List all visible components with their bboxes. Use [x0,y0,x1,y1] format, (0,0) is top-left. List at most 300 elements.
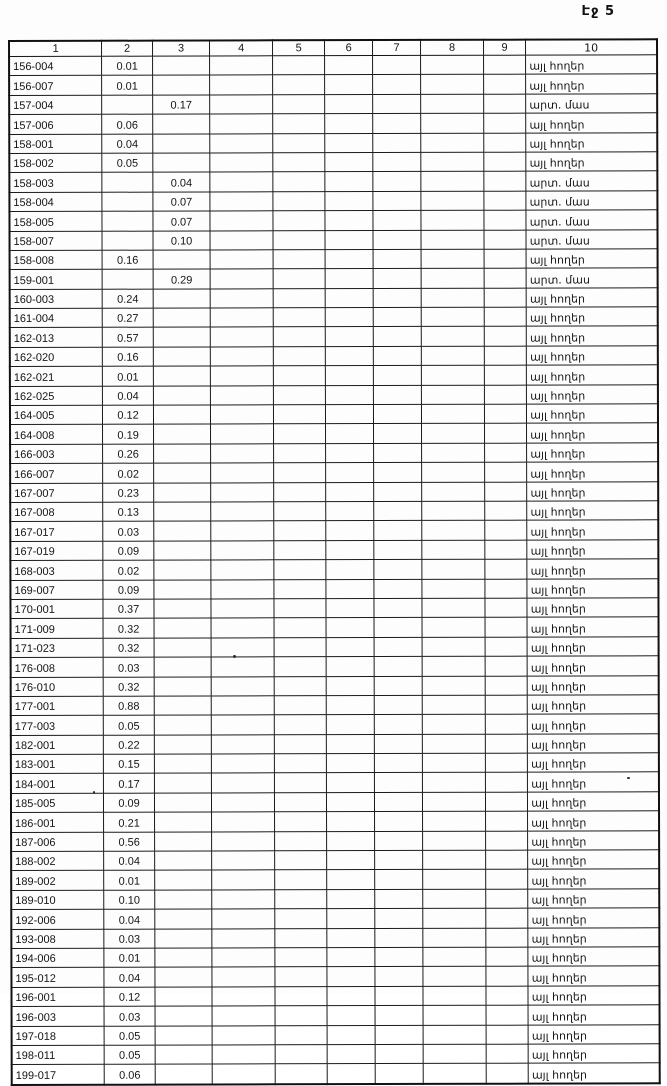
land-type-label: այլ հողեր [527,695,658,715]
parcel-code: 158-007 [10,231,103,251]
land-type-label: այլ հողեր [527,598,658,618]
value-cell [373,172,421,192]
land-type-label: արտ. մաս [526,229,657,249]
land-type-label: այլ հողեր [527,578,658,598]
value-cell [325,211,372,231]
value-cell [327,851,374,871]
value-cell [210,75,273,95]
value-cell [275,851,328,871]
parcel-code: 183-001 [11,754,104,774]
land-type-label: այլ հողեր [528,811,659,831]
value-cell [422,521,485,541]
value-cell [374,598,422,618]
value-cell [211,657,274,677]
scan-speck [627,777,630,779]
value-cell: 0.19 [103,425,154,445]
table-row [10,268,658,289]
value-cell [423,870,486,890]
table-row [10,443,658,464]
value-cell [274,599,327,619]
value-cell [274,696,327,716]
value-cell [213,1064,276,1084]
value-cell [273,443,326,463]
table-row [10,287,658,308]
value-cell [211,424,274,444]
value-cell [327,812,374,832]
value-cell [211,560,274,580]
value-cell [153,463,211,483]
value-cell [212,773,275,793]
value-cell [372,55,420,75]
value-cell [212,793,275,813]
value-cell [422,676,485,696]
value-cell: 0.04 [102,134,153,154]
value-cell [152,56,210,76]
value-cell: 0.16 [103,347,154,367]
table-row [9,152,657,173]
value-cell [325,172,372,192]
table-row [10,249,658,270]
value-cell [327,754,374,774]
value-cell [375,1064,423,1084]
parcel-code: 167-008 [10,502,103,522]
parcel-code: 158-003 [9,173,102,193]
table-row [10,540,658,561]
parcel-code: 169-007 [10,580,103,600]
land-type-label: այլ հողեր [527,365,658,385]
value-cell [275,967,328,987]
value-cell: 0.05 [104,715,155,735]
value-cell [273,288,326,308]
value-cell [102,269,153,289]
table-row [12,1063,660,1085]
value-cell [374,501,422,521]
parcel-code: 194-006 [11,948,104,968]
value-cell: 0.05 [104,1045,155,1065]
table-row [10,229,658,250]
value-cell [154,560,212,580]
value-cell [211,327,274,347]
value-cell [326,463,373,483]
land-type-label: այլ հողեր [527,481,658,501]
value-cell: 0.56 [104,832,155,852]
value-cell [484,230,526,250]
land-type-label: այլ հողեր [528,1005,659,1025]
value-cell [374,657,422,677]
value-cell [326,269,373,289]
value-cell [325,249,372,269]
land-type-label: այլ հողեր [526,74,657,94]
value-cell [212,967,275,987]
value-cell [274,773,327,793]
value-cell [423,967,486,987]
land-type-label: այլ հողեր [528,947,659,967]
value-cell: 0.17 [152,95,210,115]
value-cell [210,114,273,134]
column-header: 1 [9,41,102,57]
value-cell [327,676,374,696]
value-cell [153,308,211,328]
value-cell [484,191,526,211]
value-cell: 0.88 [104,696,155,716]
value-cell [422,695,485,715]
table-row [11,869,659,890]
value-cell [327,986,374,1006]
table-body [9,55,660,1085]
value-cell [375,889,423,909]
land-type-label: արտ. մաս [526,171,657,191]
value-cell [485,831,527,851]
value-cell [212,734,275,754]
value-cell [327,715,374,735]
value-cell [155,1025,213,1045]
value-cell [102,231,153,251]
value-cell: 0.12 [104,987,155,1007]
land-type-label: այլ հողեր [528,869,659,889]
table-row [10,326,658,347]
land-type-label: այլ հողեր [527,617,658,637]
value-cell: 0.10 [104,890,155,910]
value-cell [274,812,327,832]
parcel-code: 196-003 [12,1006,105,1026]
value-cell [327,948,374,968]
value-cell [423,1044,486,1064]
parcel-code: 195-012 [11,968,104,988]
land-type-label: այլ հողեր [528,927,659,947]
column-header: 7 [372,40,420,56]
value-cell: 0.01 [102,56,153,76]
table-row [10,346,658,367]
table-row [11,947,659,968]
value-cell [328,1044,375,1064]
land-type-label: այլ հողեր [526,132,657,152]
value-cell [484,113,526,133]
land-type-label: արտ. մաս [526,268,657,288]
value-cell [422,559,485,579]
parcel-code: 162-021 [10,367,103,387]
value-cell [375,870,423,890]
value-cell [484,171,526,191]
parcel-code: 189-002 [11,871,104,891]
value-cell [421,172,484,192]
table-row [11,889,659,910]
value-cell [484,462,526,482]
value-cell: 0.27 [103,308,154,328]
land-type-label: այլ հողեր [528,908,659,928]
value-cell [374,812,422,832]
value-cell [374,753,422,773]
value-cell [212,715,275,735]
value-cell [326,385,373,405]
table-row [10,598,658,619]
land-type-label: այլ հողեր [527,462,658,482]
value-cell [212,948,275,968]
land-type-label: այլ հողեր [526,287,657,307]
land-type-label: արտ. մաս [526,94,657,114]
value-cell [153,444,211,464]
value-cell [486,947,528,967]
table-row [11,733,659,754]
value-cell: 0.26 [103,444,154,464]
value-cell [325,94,372,114]
value-cell [485,637,527,657]
value-cell [155,1064,213,1084]
value-cell [375,1044,423,1064]
value-cell [485,811,527,831]
value-cell [274,734,327,754]
value-cell [486,889,528,909]
land-parcel-table [8,38,661,1085]
land-type-label: այլ հողեր [528,830,659,850]
table-row [11,753,659,774]
value-cell: 0.09 [103,580,154,600]
value-cell [423,773,486,793]
value-cell [274,637,327,657]
value-cell [484,404,526,424]
table-row [11,695,659,716]
value-cell [327,967,374,987]
value-cell [326,560,373,580]
value-cell [422,366,485,386]
value-cell [273,385,326,405]
value-cell [275,948,328,968]
value-cell [102,192,153,212]
land-type-label: այլ հողեր [528,1044,659,1064]
land-type-label: այլ հողեր [528,792,659,812]
value-cell [486,908,528,928]
value-cell [327,773,374,793]
table-row [10,481,658,502]
value-cell [273,211,326,231]
value-cell [485,540,527,560]
value-cell [211,308,274,328]
table-row [11,714,659,735]
value-cell [485,773,527,793]
value-cell [273,347,326,367]
value-cell [154,657,212,677]
value-cell [327,889,374,909]
parcel-code: 198-011 [12,1045,105,1065]
value-cell [275,1025,328,1045]
value-cell [211,599,274,619]
value-cell [155,1006,213,1026]
value-cell [212,851,275,871]
parcel-code: 161-004 [10,308,103,328]
value-cell [374,618,422,638]
parcel-code: 170-001 [10,599,103,619]
value-cell [421,75,484,95]
value-cell [153,424,211,444]
value-cell [373,385,421,405]
parcel-code: 157-004 [9,95,102,115]
table-row [10,559,658,580]
value-cell [421,191,484,211]
value-cell [154,502,212,522]
value-cell [326,540,373,560]
value-cell [212,676,275,696]
value-cell: 0.24 [103,289,154,309]
parcel-code: 176-008 [11,657,104,677]
value-cell [484,94,526,114]
land-type-label: այլ հողեր [527,384,658,404]
value-cell [423,811,486,831]
value-cell [327,928,374,948]
value-cell [327,657,374,677]
value-cell [328,1064,375,1084]
value-cell: 0.06 [102,114,153,134]
value-cell [273,269,326,289]
value-cell [275,986,328,1006]
parcel-code: 193-008 [11,929,104,949]
value-cell [374,850,422,870]
value-cell [484,346,526,366]
value-cell [274,482,327,502]
value-cell [484,152,526,172]
value-cell [484,268,526,288]
value-cell [327,792,374,812]
value-cell [274,676,327,696]
parcel-code: 167-019 [10,541,103,561]
value-cell [485,695,527,715]
value-cell [211,366,274,386]
value-cell [486,928,528,948]
value-cell: 0.22 [104,735,155,755]
table-header [9,39,657,56]
value-cell [421,55,484,75]
value-cell [422,656,485,676]
table-row [10,520,658,541]
value-cell [421,113,484,133]
parcel-code: 196-001 [11,987,104,1007]
value-cell [155,1045,213,1065]
value-cell [273,191,326,211]
table-row [11,927,659,948]
value-cell [325,133,372,153]
parcel-code: 158-002 [9,153,102,173]
value-cell [373,191,421,211]
value-cell [484,327,526,347]
value-cell [326,288,373,308]
value-cell [273,405,326,425]
land-type-label: այլ հողեր [527,346,658,366]
value-cell [484,443,526,463]
parcel-code: 176-010 [11,677,104,697]
parcel-code: 162-013 [10,328,103,348]
value-cell [485,714,527,734]
value-cell [325,56,372,76]
value-cell [484,307,526,327]
value-cell [484,249,526,269]
value-cell [484,424,526,444]
value-cell [423,715,486,735]
value-cell: 0.09 [103,541,154,561]
value-cell [273,153,326,173]
value-cell [210,95,273,115]
value-cell [486,1025,528,1045]
value-cell [155,909,213,929]
value-cell [273,366,326,386]
value-cell [485,521,527,541]
value-cell: 0.04 [103,386,154,406]
value-cell [375,986,423,1006]
value-cell [422,327,485,347]
value-cell [373,269,421,289]
value-cell [274,715,327,735]
table-row [9,113,657,134]
value-cell [274,618,327,638]
parcel-code: 157-006 [9,114,102,134]
value-cell [275,909,328,929]
value-cell [375,909,423,929]
value-cell [212,1025,275,1045]
parcel-code: 171-009 [11,619,104,639]
value-cell [327,870,374,890]
table-row [9,94,657,115]
value-cell [325,230,372,250]
land-type-label: այլ հողեր [528,889,659,909]
parcel-code: 158-004 [9,192,102,212]
value-cell [326,346,373,366]
value-cell [422,462,485,482]
value-cell [326,443,373,463]
value-cell [211,463,274,483]
value-cell [373,133,421,153]
value-cell [373,211,421,231]
value-cell: 0.16 [102,250,153,270]
value-cell [373,463,421,483]
value-cell [154,580,212,600]
value-cell [485,579,527,599]
land-type-label: այլ հողեր [527,404,658,424]
value-cell [325,75,372,95]
value-cell [274,560,327,580]
value-cell: 0.03 [103,521,154,541]
value-cell [486,967,528,987]
value-cell [153,327,211,347]
value-cell: 0.04 [104,909,155,929]
value-cell [373,230,421,250]
land-type-label: այլ հողեր [526,249,657,269]
land-type-label: այլ հողեր [526,55,657,75]
value-cell [210,192,273,212]
column-header: 6 [325,40,372,56]
value-cell [422,404,485,424]
value-cell [421,307,484,327]
value-cell [421,230,484,250]
value-cell [375,928,423,948]
value-cell [484,288,526,308]
value-cell [273,424,326,444]
value-cell: 0.03 [104,1006,155,1026]
value-cell [486,1063,528,1083]
value-cell [374,482,422,502]
value-cell [485,598,527,618]
parcel-code: 166-007 [10,463,103,483]
value-cell [327,1025,374,1045]
value-cell [154,870,212,890]
value-cell [422,540,485,560]
value-cell [211,638,274,658]
table-row [11,617,659,638]
value-cell [423,889,486,909]
value-cell [273,172,326,192]
table-row [12,1024,660,1045]
land-type-label: այլ հողեր [528,733,659,753]
value-cell [274,463,327,483]
value-cell [373,288,421,308]
value-cell [153,114,211,134]
value-cell [485,676,527,696]
